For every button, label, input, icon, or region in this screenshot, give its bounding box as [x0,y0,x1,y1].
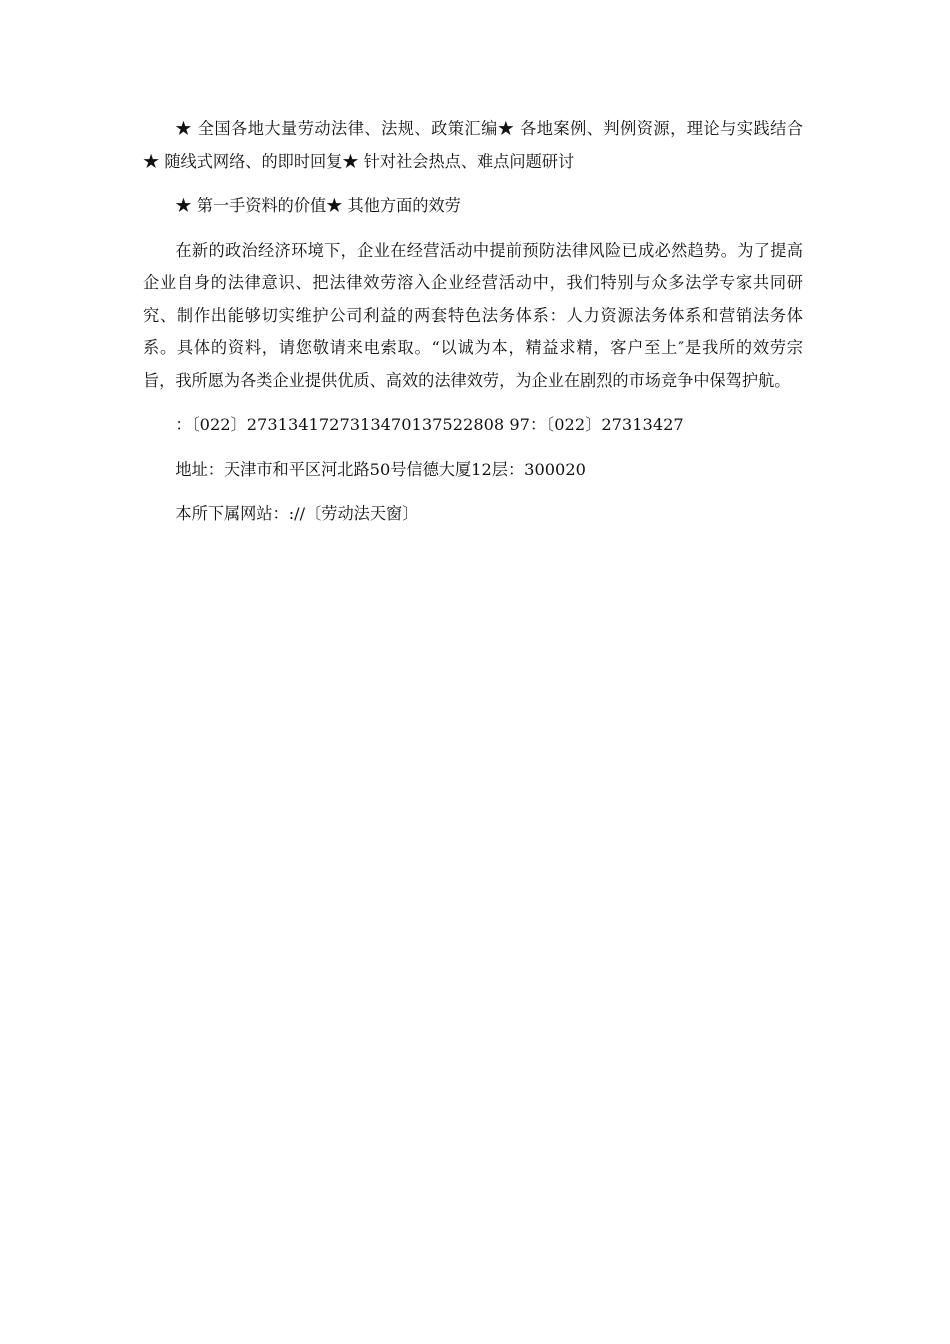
services-extra-paragraph: ★ 第一手资料的价值★ 其他方面的效劳 [175,196,461,215]
document-body [143,113,803,531]
introduction-paragraph: 在新的政治经济环境下，企业在经营活动中提前预防法律风险已成必然趋势。为了提高企业自身的法律意识、把法律效劳溶入企业经营活动中，我们特别与众多法学专家共同研究、制作出能够切实维护公司利益的两套特色法务体系：人力资源法务体系和营销法务体系。具体的资料，请您敬请来电索取。“以诚为本，精益求精，客户至上″是我所的效劳宗旨，我所愿为各类企业提供优质、高效的法律效劳，为企业在剧烈的市场竞争中保驾护航。 [143,240,803,390]
address-line: 地址：天津市和平区河北路50号信德大厦12层：300020 [175,459,586,479]
website-line: 本所下属网站：://〔劳动法天窗〕 [175,504,419,523]
phone-line: ：〔022〕2731341727313470137522808 97：〔022〕27313427 [175,415,684,434]
services-list-paragraph: ★ 全国各地大量劳动法律、法规、政策汇编★ 各地案例、判例资源，理论与实践结合 ★ 随线式网络、的即时回复★ 针对社会热点、难点问题研讨 [143,119,803,171]
